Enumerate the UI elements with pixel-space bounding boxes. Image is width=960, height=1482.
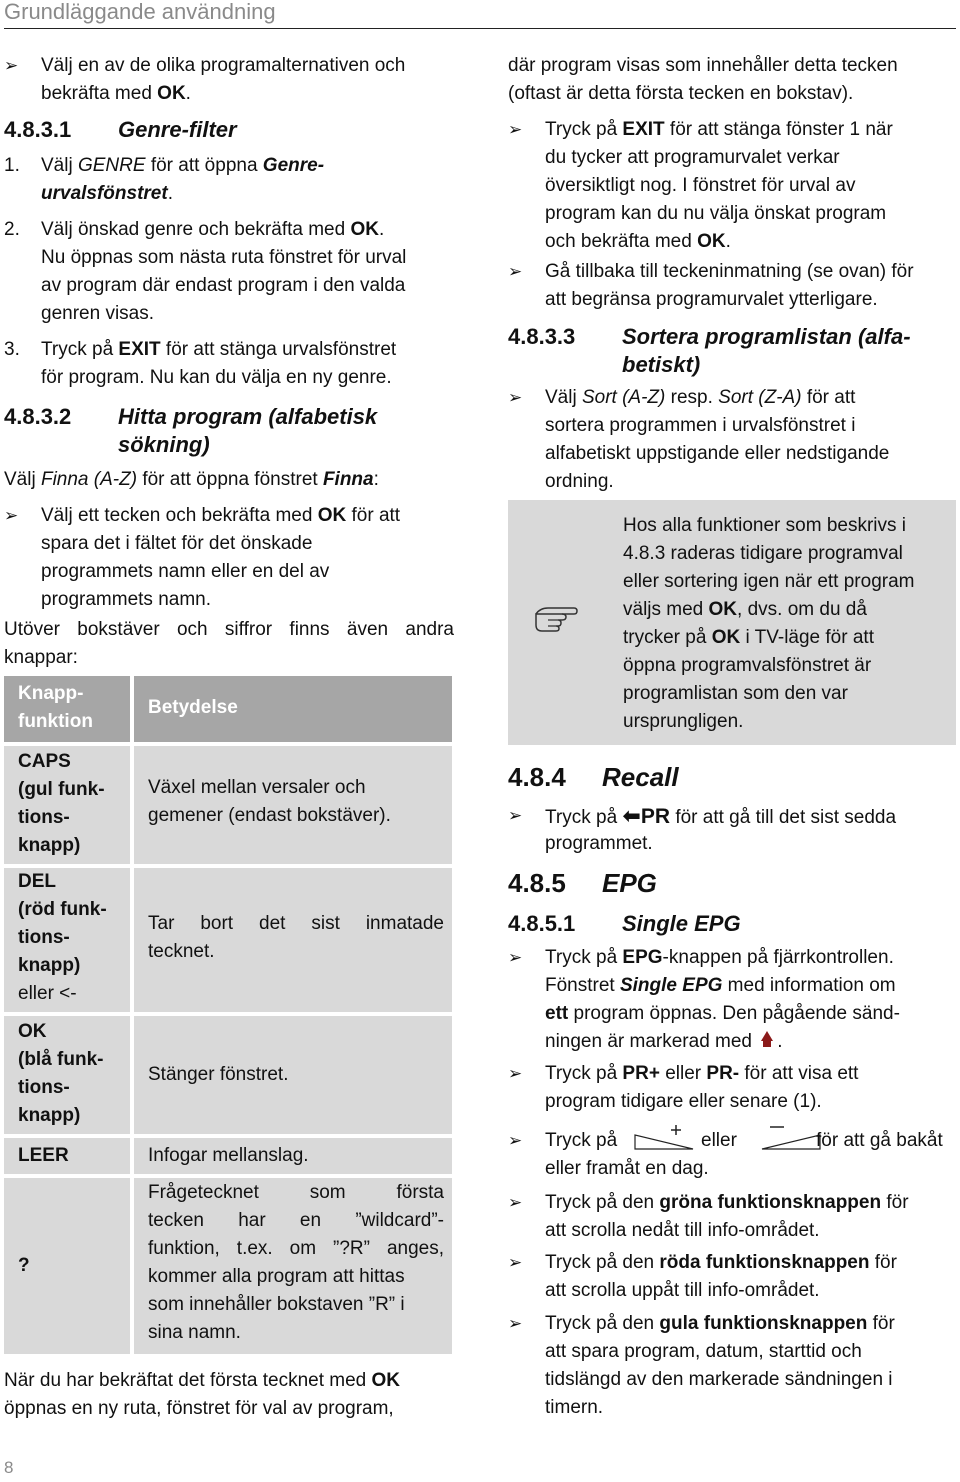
table-row: ?: [4, 1178, 130, 1354]
table-row: DEL (röd funk- tions- knapp) eller <-: [4, 868, 130, 1012]
table-header-meaning: Betydelse: [134, 676, 452, 742]
bullet-arrow-icon: ➢: [508, 262, 523, 281]
table-row: LEER: [4, 1138, 130, 1174]
step-1-text: Välj GENRE för att öppna Genre- urvalsfönstret.: [41, 155, 325, 204]
heading-search-title: Hitta program (alfabetisk sökning): [118, 404, 378, 457]
step-number: 1.: [4, 155, 20, 176]
heading-epg-number: 4.8.5: [508, 868, 566, 898]
table-cell-meaning: Infogar mellanslag.: [134, 1138, 452, 1174]
bullet-arrow-icon: ➢: [508, 806, 523, 825]
current-broadcast-marker-icon: [757, 1029, 777, 1049]
search-intro: Välj Finna (A-Z) för att öppna fönstret Finna:: [4, 469, 379, 490]
step-3-text: Tryck på EXIT för att stänga urvalsfönstret för program. Nu kan du välja en ny genre.: [41, 339, 397, 388]
volume-up-key-icon: [633, 1121, 695, 1151]
table-cell-meaning: Tar bort det sist inmatade tecknet.: [134, 868, 452, 1012]
bullet-arrow-icon: ➢: [508, 388, 523, 407]
after-table-paragraph: När du har bekräftat det första tecknet med OK öppnas en ny ruta, fönstret för val av program,: [4, 1370, 401, 1419]
table-cell-meaning: Växel mellan versaler och gemener (endast bokstäver).: [134, 746, 452, 864]
heading-sort-number: 4.8.3.3: [508, 324, 576, 349]
page-header: [4, 0, 956, 29]
other-keys-paragraph: Utöver bokstäver och siffror finns även andra knappar:: [4, 619, 454, 668]
table-row: CAPS (gul funk- tions- knapp): [4, 746, 130, 864]
step-number: 3.: [4, 339, 20, 360]
bullet-arrow-icon: ➢: [508, 948, 523, 967]
bullet-arrow-icon: ➢: [4, 506, 19, 525]
heading-genre-filter-title: Genre-filter: [118, 117, 237, 142]
step-2-text: Välj önskad genre och bekräfta med OK. Nu öppnas som nästa ruta fönstret för urval av program där endast program i den valda genren visas.: [41, 219, 407, 324]
bullet-arrow-icon: ➢: [508, 1253, 523, 1272]
heading-epg-title: EPG: [602, 868, 657, 898]
table-header-key: Knapp- funktion: [4, 676, 130, 742]
note-box: [508, 500, 956, 745]
back-arrow-icon: ⬅: [622, 803, 641, 828]
pointing-hand-icon: [534, 602, 580, 632]
step-number: 2.: [4, 219, 20, 240]
continued-paragraph: där program visas som innehåller detta tecken (oftast är detta första tecken en bokstav).: [508, 55, 898, 104]
key-function-table: [4, 676, 452, 1354]
heading-single-epg-title: Single EPG: [622, 911, 741, 936]
bullet-arrow-icon: ➢: [508, 1193, 523, 1212]
heading-sort-title: Sortera programlistan (alfa- betiskt): [622, 324, 911, 377]
heading-single-epg-number: 4.8.5.1: [508, 911, 576, 936]
note-text: Hos alla funktioner som beskrivs i 4.8.3 raderas tidigare programval eller sortering igen när ett program väljs med OK, dvs. om du då trycker på OK i TV-läge för att öppna programvalsfönstret är programlistan som den var ursprungligen.: [623, 515, 915, 732]
table-row: OK (blå funk- tions- knapp): [4, 1016, 130, 1134]
bullet-arrow-icon: ➢: [4, 56, 19, 75]
page-number: 8: [4, 1458, 14, 1477]
table-cell-meaning: Stänger fönstret.: [134, 1016, 452, 1134]
heading-recall-title: Recall: [602, 762, 679, 792]
volume-down-key-icon: [760, 1121, 822, 1151]
heading-genre-filter: 4.8.3.1: [4, 117, 72, 142]
bullet-arrow-icon: ➢: [508, 1131, 523, 1150]
bullet-arrow-icon: ➢: [508, 1064, 523, 1083]
chapter-title: Grundläggande användning: [4, 0, 276, 24]
bullet-arrow-icon: ➢: [508, 120, 523, 139]
heading-recall-number: 4.8.4: [508, 762, 566, 792]
table-cell-meaning: Frågetecknet som första tecken har en ”wildcard”- funktion, t.ex. om ”?R” anges, kommer alla program att hittas som innehåller bokstaven ”R” i sina namn.: [134, 1178, 452, 1354]
heading-search-number: 4.8.3.2: [4, 404, 72, 429]
bullet-arrow-icon: ➢: [508, 1314, 523, 1333]
